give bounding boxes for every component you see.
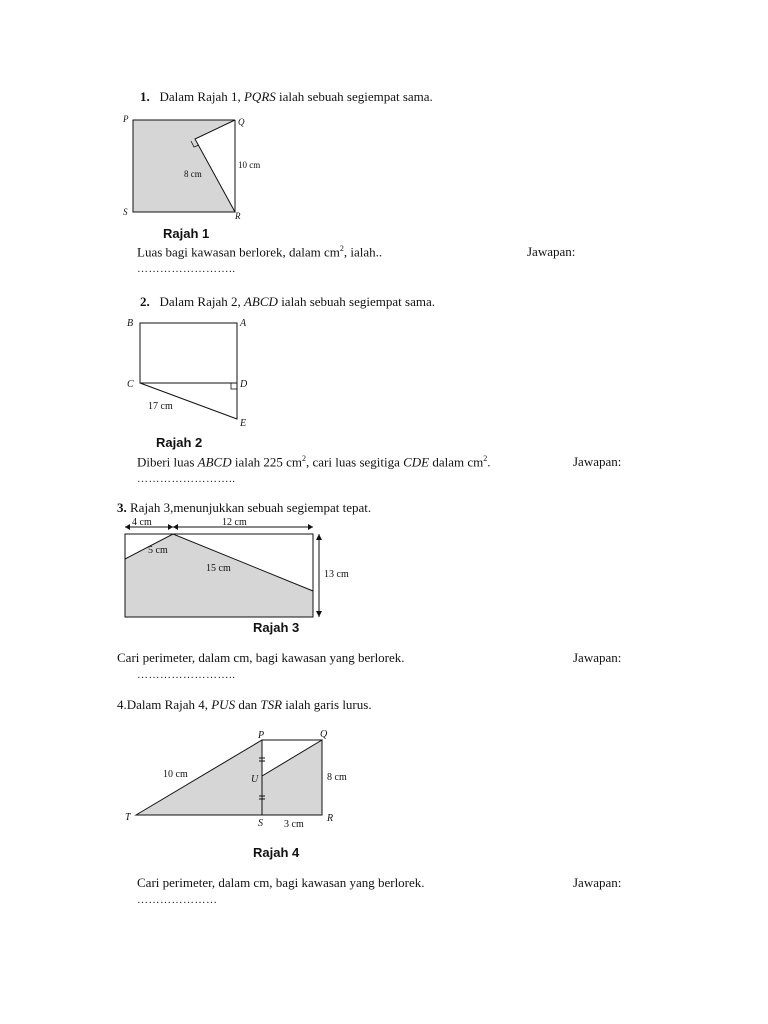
rajah-4-label-q: Q [320, 729, 328, 740]
rajah-2-label-c: C [127, 379, 134, 390]
rajah-2-label-e: E [240, 418, 247, 429]
q2-text-post: ialah sebuah segiempat sama. [277, 294, 435, 309]
rajah-3-arrow-top [316, 534, 322, 540]
q2-question-c: , cari luas segitiga [306, 454, 404, 470]
q2-question-d: dalam cm [429, 454, 484, 470]
rajah-4-qr-label: 8 cm [327, 772, 347, 783]
q1-number: 1. [140, 89, 150, 104]
rajah-4-sr-label: 3 cm [284, 819, 304, 830]
rajah-2-ce-label: 17 cm [148, 401, 173, 412]
q2-answer-label: Jawapan: [573, 454, 622, 469]
q3-text: Rajah 3,menunjukkan sebuah segiempat tepat. [126, 500, 372, 515]
q1-text-pre: Dalam Rajah 1, [159, 89, 244, 104]
q2-question-a: Diberi luas [137, 454, 198, 470]
q4-var2: TSR [260, 697, 283, 712]
q2-answer-dots: …………………….. [137, 473, 236, 485]
rajah-2-right-angle-mark [231, 383, 237, 389]
rajah-2-square-abcd [140, 323, 237, 383]
q3-answer-dots: …………………….. [137, 669, 236, 681]
rajah-1-label-r: R [235, 211, 241, 221]
q2-question [137, 455, 491, 468]
q1-var: PQRS [243, 89, 276, 104]
rajah-4-label-p: P [258, 730, 265, 741]
q4-answer-dots: ………………… [137, 894, 218, 906]
q2-question-sup1: 2 [302, 454, 307, 463]
q4-line [117, 698, 372, 711]
rajah-3-arrow-left [125, 524, 130, 530]
rajah-4-label-t: T [125, 812, 131, 823]
q1-question [137, 245, 382, 258]
q2-question-var2: CDE [403, 454, 430, 470]
rajah-4-label-u: U [251, 774, 259, 785]
rajah-1-caption: Rajah 1 [163, 226, 210, 241]
rajah-2-label-a: A [240, 318, 247, 329]
q1-answer-label: Jawapan: [527, 244, 576, 259]
q4-var1: PUS [211, 697, 236, 712]
rajah-4-label-r: R [327, 813, 334, 824]
rajah-3-arrow-right [308, 524, 313, 530]
rajah-3-slant-long-label: 15 cm [206, 563, 231, 574]
q2-number: 2. [140, 294, 150, 309]
rajah-3-caption: Rajah 3 [253, 620, 300, 635]
q2-question-b: ialah 225 cm [231, 454, 303, 470]
q3-number: 3. [117, 500, 127, 515]
rajah-4-caption: Rajah 4 [253, 845, 300, 860]
rajah-1-label-q: Q [238, 117, 245, 127]
q1-question-pre: Luas bagi kawasan berlorek, dalam cm [137, 244, 340, 260]
q3-line [117, 501, 371, 514]
rajah-3-arrow-mid-right [173, 524, 178, 530]
rajah-3-top-left-label: 4 cm [132, 517, 152, 528]
rajah-1-diag-label: 8 cm [184, 169, 202, 179]
q4-intro-pre: 4.Dalam Rajah 4, [117, 697, 212, 712]
q1-question-sup: 2 [339, 244, 344, 253]
q4-question: Cari perimeter, dalam cm, bagi kawasan yang berlorek. [137, 875, 425, 890]
rajah-1-label-p: P [123, 114, 129, 124]
rajah-4-label-s: S [258, 818, 263, 829]
rajah-4-tp-label: 10 cm [163, 769, 188, 780]
rajah-3-arrow-bottom [316, 611, 322, 617]
q2-text-pre: Dalam Rajah 2, [159, 294, 244, 309]
q4-intro-mid: dan [235, 697, 261, 712]
q1-question-post: , ialah.. [343, 244, 383, 260]
rajah-3-height-label: 13 cm [324, 569, 349, 580]
rajah-3-slant-short-label: 5 cm [148, 545, 168, 556]
rajah-3-arrow-mid-left [168, 524, 173, 530]
q3-question: Cari perimeter, dalam cm, bagi kawasan yang berlorek. [117, 650, 405, 665]
q1-answer-dots: …………………….. [137, 263, 236, 275]
rajah-1-label-s: S [123, 207, 128, 217]
rajah-3-top-right-label: 12 cm [222, 517, 247, 528]
rajah-2-label-d: D [240, 379, 248, 390]
q1-line [140, 90, 433, 103]
q2-question-var1: ABCD [197, 454, 232, 470]
q1-text-post: ialah sebuah segiempat sama. [275, 89, 433, 104]
q4-answer-label: Jawapan: [573, 875, 622, 890]
rajah-2-caption: Rajah 2 [156, 435, 203, 450]
rajah-4-figure [118, 726, 358, 834]
rajah-1-figure [118, 112, 278, 222]
rajah-2-label-b: B [127, 318, 134, 329]
q2-question-e: . [487, 454, 491, 470]
q2-line [140, 295, 435, 308]
rajah-3-figure [118, 514, 378, 624]
q2-question-sup2: 2 [483, 454, 488, 463]
rajah-1-shaded-region [133, 120, 235, 212]
q2-var: ABCD [243, 294, 278, 309]
q4-intro-post: ialah garis lurus. [282, 697, 372, 712]
q3-answer-label: Jawapan: [573, 650, 622, 665]
rajah-1-side-label: 10 cm [238, 160, 261, 170]
rajah-2-figure [118, 314, 268, 434]
